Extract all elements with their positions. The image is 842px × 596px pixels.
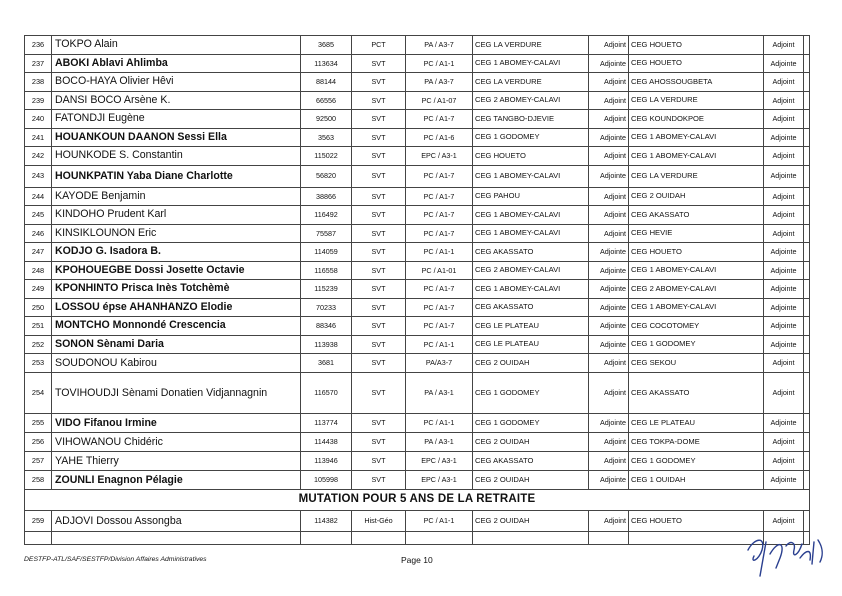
section-heading-row [25,490,810,511]
staff-id: 88346 [301,317,352,336]
blank-cell [804,110,810,129]
discipline: SVT [352,187,406,206]
row-number: 236 [25,36,52,55]
origin-school: CEG HOUETO [473,147,589,166]
origin-status: Adjoint [589,373,629,414]
destination-school: CEG LA VERDURE [629,165,764,187]
grade: PA / A3-7 [406,73,473,92]
destination-status: Adjoint [764,373,804,414]
row-number: 250 [25,298,52,317]
origin-school: CEG LA VERDURE [473,73,589,92]
staff-id: 113774 [301,414,352,433]
grade: PC / A1-7 [406,317,473,336]
row-number: 249 [25,280,52,299]
table-row [25,354,810,373]
discipline: SVT [352,373,406,414]
origin-status: Adjointe [589,128,629,147]
table-row [25,471,810,490]
origin-school: CEG 1 ABOMEY-CALAVI [473,206,589,225]
destination-status: Adjoint [764,433,804,452]
origin-status: Adjoint [589,433,629,452]
destination-school: CEG AKASSATO [629,206,764,225]
grade: PC / A1-1 [406,54,473,73]
table-row [25,335,810,354]
discipline: SVT [352,261,406,280]
staff-name: ABOKI Ablavi Ahlimba [52,54,301,73]
staff-name: LOSSOU épse AHANHANZO Elodie [52,298,301,317]
staff-id: 66556 [301,91,352,110]
origin-status: Adjointe [589,54,629,73]
table-row [25,373,810,414]
row-number: 254 [25,373,52,414]
destination-status: Adjointe [764,261,804,280]
origin-status: Adjoint [589,224,629,243]
destination-status: Adjointe [764,54,804,73]
table-row [25,73,810,92]
section-heading: MUTATION POUR 5 ANS DE LA RETRAITE [25,490,810,511]
destination-status: Adjointe [764,128,804,147]
blank-cell [804,187,810,206]
origin-school: CEG AKASSATO [473,452,589,471]
origin-school: CEG 2 OUIDAH [473,354,589,373]
row-number: 243 [25,165,52,187]
row-number: 244 [25,187,52,206]
row-number: 259 [25,511,52,532]
origin-school: CEG AKASSATO [473,298,589,317]
origin-status: Adjointe [589,317,629,336]
origin-status: Adjointe [589,243,629,262]
staff-id: 3685 [301,36,352,55]
origin-status: Adjointe [589,335,629,354]
discipline: SVT [352,73,406,92]
blank-cell [589,532,629,545]
row-number: 253 [25,354,52,373]
blank-cell [473,532,589,545]
table-row [25,224,810,243]
staff-id: 3563 [301,128,352,147]
table-body-lower [25,414,810,490]
table-body-tall-row [25,373,810,414]
discipline: SVT [352,280,406,299]
row-number: 241 [25,128,52,147]
table-row [25,317,810,336]
staff-name: KINDOHO Prudent Karl [52,206,301,225]
table-row [25,298,810,317]
destination-status: Adjoint [764,36,804,55]
signature-icon [740,520,830,580]
table-row [25,452,810,471]
discipline: SVT [352,165,406,187]
staff-id: 113634 [301,54,352,73]
staff-name: KODJO G. Isadora B. [52,243,301,262]
staff-name: YAHE Thierry [52,452,301,471]
blank-cell [804,224,810,243]
grade: PC / A1-7 [406,110,473,129]
table-row [25,128,810,147]
grade: PC / A1-6 [406,128,473,147]
destination-status: Adjointe [764,298,804,317]
grade: EPC / A3-1 [406,471,473,490]
staff-id: 92500 [301,110,352,129]
staff-id: 115239 [301,280,352,299]
staff-name: KPOHOUEGBE Dossi Josette Octavie [52,261,301,280]
origin-status: Adjoint [589,36,629,55]
blank-cell [804,414,810,433]
row-number: 255 [25,414,52,433]
blank-cell [804,54,810,73]
staff-name: KINSIKLOUNON Eric [52,224,301,243]
table-row [25,91,810,110]
discipline: SVT [352,452,406,471]
blank-cell [804,373,810,414]
destination-status: Adjoint [764,452,804,471]
destination-school: CEG AKASSATO [629,373,764,414]
blank-cell [804,280,810,299]
staff-id: 105998 [301,471,352,490]
origin-school: CEG 1 ABOMEY-CALAVI [473,280,589,299]
row-number: 245 [25,206,52,225]
grade: PC / A1-7 [406,187,473,206]
blank-cell [52,532,301,545]
grade: PC / A1-7 [406,206,473,225]
destination-status: Adjoint [764,511,804,532]
origin-status: Adjoint [589,354,629,373]
table-row [25,243,810,262]
destination-school: CEG HOUETO [629,243,764,262]
destination-status: Adjoint [764,206,804,225]
staff-name: SONON Sènami Daria [52,335,301,354]
discipline: SVT [352,298,406,317]
origin-status: Adjointe [589,261,629,280]
staff-name: KAYODE Benjamin [52,187,301,206]
origin-status: Adjointe [589,414,629,433]
discipline: SVT [352,91,406,110]
destination-status: Adjointe [764,414,804,433]
grade: PA/A3-7 [406,354,473,373]
staff-id: 114059 [301,243,352,262]
origin-status: Adjointe [589,165,629,187]
blank-cell [804,433,810,452]
blank-cell [804,354,810,373]
staff-id: 88144 [301,73,352,92]
blank-cell [804,165,810,187]
blank-cell [804,91,810,110]
origin-school: CEG LE PLATEAU [473,317,589,336]
staff-name: HOUNKPATIN Yaba Diane Charlotte [52,165,301,187]
grade: PC / A1-7 [406,280,473,299]
blank-cell [804,317,810,336]
destination-school: CEG SEKOU [629,354,764,373]
staff-id: 113946 [301,452,352,471]
origin-status: Adjoint [589,511,629,532]
staff-name: VIDO Fifanou Irmine [52,414,301,433]
grade: PA / A3-1 [406,433,473,452]
destination-school: CEG HOUETO [629,54,764,73]
destination-status: Adjointe [764,317,804,336]
destination-status: Adjoint [764,147,804,166]
origin-school: CEG 2 ABOMEY-CALAVI [473,261,589,280]
origin-school: CEG 1 GODOMEY [473,373,589,414]
destination-status: Adjointe [764,471,804,490]
blank-cell [804,335,810,354]
staff-id: 116570 [301,373,352,414]
destination-status: Adjoint [764,73,804,92]
staff-transfer-table [24,35,809,545]
grade: PA / A3-1 [406,373,473,414]
discipline: SVT [352,110,406,129]
discipline: SVT [352,471,406,490]
grade: PC / A1-7 [406,165,473,187]
destination-status: Adjoint [764,110,804,129]
origin-status: Adjoint [589,110,629,129]
destination-school: CEG 1 ABOMEY-CALAVI [629,128,764,147]
origin-status: Adjoint [589,187,629,206]
table-row [25,36,810,55]
discipline: SVT [352,206,406,225]
grade: PC / A1-7 [406,298,473,317]
table-row [25,165,810,187]
origin-status: Adjoint [589,91,629,110]
origin-status: Adjointe [589,298,629,317]
origin-status: Adjoint [589,206,629,225]
destination-school: CEG 1 ABOMEY-CALAVI [629,298,764,317]
staff-name: SOUDONOU Kabirou [52,354,301,373]
origin-status: Adjointe [589,280,629,299]
row-number: 239 [25,91,52,110]
destination-status: Adjoint [764,354,804,373]
blank-cell [406,532,473,545]
origin-status: Adjoint [589,73,629,92]
row-number: 257 [25,452,52,471]
discipline: PCT [352,36,406,55]
table-row [25,206,810,225]
destination-status: Adjoint [764,187,804,206]
staff-id: 116492 [301,206,352,225]
origin-school: CEG LA VERDURE [473,36,589,55]
blank-cell [804,298,810,317]
destination-school: CEG 1 GODOMEY [629,452,764,471]
origin-school: CEG AKASSATO [473,243,589,262]
table-row [25,187,810,206]
blank-cell [804,147,810,166]
staff-id: 116558 [301,261,352,280]
destination-school: CEG HEVIE [629,224,764,243]
discipline: SVT [352,317,406,336]
destination-school: CEG KOUNDOKPOE [629,110,764,129]
discipline: SVT [352,414,406,433]
staff-id: 70233 [301,298,352,317]
table-row [25,54,810,73]
destination-school: CEG COCOTOMEY [629,317,764,336]
table-row [25,511,810,532]
origin-school: CEG 2 OUIDAH [473,471,589,490]
staff-name: ZOUNLI Enagnon Pélagie [52,471,301,490]
table-body-retirement [25,511,810,532]
discipline: SVT [352,224,406,243]
blank-row [25,532,810,545]
blank-cell [804,261,810,280]
staff-id: 3681 [301,354,352,373]
staff-name: TOKPO Alain [52,36,301,55]
grade: PC / A1-1 [406,511,473,532]
origin-school: CEG 2 OUIDAH [473,433,589,452]
staff-id: 38866 [301,187,352,206]
origin-status: Adjoint [589,452,629,471]
destination-school: CEG 2 OUIDAH [629,187,764,206]
staff-name: KPONHINTO Prisca Inès Totchèmè [52,280,301,299]
destination-school: CEG 1 ABOMEY-CALAVI [629,261,764,280]
staff-id: 56820 [301,165,352,187]
table-body-main [25,36,810,373]
destination-status: Adjoint [764,91,804,110]
grade: PC / A1-1 [406,243,473,262]
destination-school: CEG 1 OUIDAH [629,471,764,490]
origin-school: CEG 1 GODOMEY [473,414,589,433]
grade: EPC / A3-1 [406,147,473,166]
table-body-blank [25,532,810,545]
destination-school: CEG HOUETO [629,511,764,532]
grade: PC / A1-07 [406,91,473,110]
origin-school: CEG 1 ABOMEY-CALAVI [473,224,589,243]
table-row [25,147,810,166]
blank-cell [804,73,810,92]
destination-school: CEG TOKPA-DOME [629,433,764,452]
table-row [25,280,810,299]
staff-id: 114438 [301,433,352,452]
destination-school: CEG HOUETO [629,36,764,55]
destination-school: CEG 1 ABOMEY-CALAVI [629,147,764,166]
row-number: 258 [25,471,52,490]
staff-name: MONTCHO Monnondé Crescencia [52,317,301,336]
blank-cell [804,243,810,262]
row-number: 252 [25,335,52,354]
row-number: 242 [25,147,52,166]
row-number: 238 [25,73,52,92]
discipline: SVT [352,354,406,373]
staff-id: 115022 [301,147,352,166]
discipline: SVT [352,54,406,73]
blank-cell [352,532,406,545]
discipline: SVT [352,243,406,262]
origin-school: CEG TANGBO-DJEVIE [473,110,589,129]
staff-id: 113938 [301,335,352,354]
grade: PC / A1-1 [406,335,473,354]
origin-school: CEG LE PLATEAU [473,335,589,354]
staff-name: HOUNKODE S. Constantin [52,147,301,166]
blank-cell [301,532,352,545]
destination-status: Adjointe [764,335,804,354]
staff-id: 114382 [301,511,352,532]
destination-school: CEG LE PLATEAU [629,414,764,433]
origin-school: CEG 2 ABOMEY-CALAVI [473,91,589,110]
origin-school: CEG 1 GODOMEY [473,128,589,147]
grade: EPC / A3-1 [406,452,473,471]
table-row [25,414,810,433]
row-number: 248 [25,261,52,280]
blank-cell [804,206,810,225]
staff-name: ADJOVI Dossou Assongba [52,511,301,532]
table-row [25,110,810,129]
staff-name: DANSI BOCO Arsène K. [52,91,301,110]
staff-name: VIHOWANOU Chidéric [52,433,301,452]
grade: PC / A1-01 [406,261,473,280]
grade: PA / A3-7 [406,36,473,55]
row-number: 237 [25,54,52,73]
origin-school: CEG 1 ABOMEY-CALAVI [473,54,589,73]
destination-school: CEG LA VERDURE [629,91,764,110]
table-body-section [25,490,810,511]
destination-status: Adjoint [764,224,804,243]
destination-status: Adjointe [764,165,804,187]
discipline: SVT [352,433,406,452]
destination-school: CEG 2 ABOMEY-CALAVI [629,280,764,299]
row-number: 251 [25,317,52,336]
staff-name: TOVIHOUDJI Sènami Donatien Vidjannagnin [52,373,301,414]
table-row [25,261,810,280]
blank-cell [804,452,810,471]
discipline: SVT [352,128,406,147]
staff-id: 75587 [301,224,352,243]
staff-name: FATONDJI Eugène [52,110,301,129]
discipline: SVT [352,335,406,354]
row-number: 240 [25,110,52,129]
table-row [25,433,810,452]
grade: PC / A1-7 [406,224,473,243]
destination-status: Adjointe [764,280,804,299]
blank-cell [25,532,52,545]
blank-cell [804,36,810,55]
discipline: SVT [352,147,406,166]
staff-name: BOCO-HAYA Olivier Hêvi [52,73,301,92]
origin-status: Adjoint [589,147,629,166]
blank-cell [804,471,810,490]
row-number: 256 [25,433,52,452]
page-number: Page 10 [401,555,433,565]
origin-status: Adjointe [589,471,629,490]
footer-department: DESTFP-ATL/SAF/SESTFP/Division Affaires Administratives [24,556,207,563]
origin-school: CEG 2 OUIDAH [473,511,589,532]
destination-school: CEG AHOSSOUGBETA [629,73,764,92]
origin-school: CEG 1 ABOMEY-CALAVI [473,165,589,187]
blank-cell [804,128,810,147]
destination-school: CEG 1 GODOMEY [629,335,764,354]
row-number: 247 [25,243,52,262]
discipline: Hist-Géo [352,511,406,532]
staff-name: HOUANKOUN DAANON Sessi Ella [52,128,301,147]
grade: PC / A1-1 [406,414,473,433]
row-number: 246 [25,224,52,243]
destination-status: Adjointe [764,243,804,262]
origin-school: CEG PAHOU [473,187,589,206]
